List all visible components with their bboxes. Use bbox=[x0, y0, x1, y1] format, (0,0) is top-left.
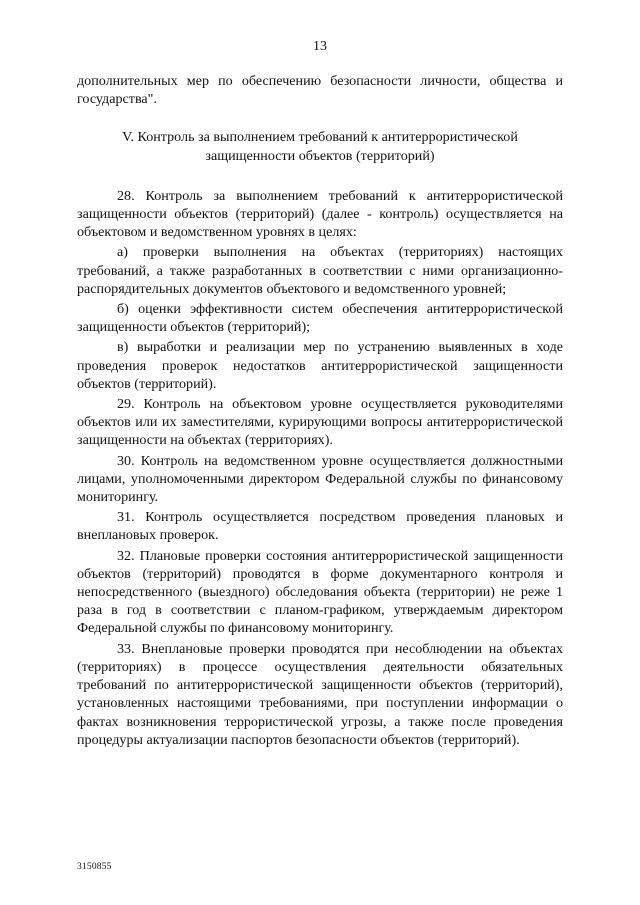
intro-paragraph: дополнительных мер по обеспечению безопасности личности, общества и государства". bbox=[77, 73, 563, 108]
section-heading-line-1: V. Контроль за выполнением требований к антитеррористической bbox=[122, 129, 518, 146]
document-body bbox=[77, 72, 563, 749]
paragraph-31: 31. Контроль осуществляется посредством проведения плановых и внеплановых проверок. bbox=[77, 509, 563, 544]
paragraph-28-b: б) оценки эффективности систем обеспечения антитеррористической защищенности объектов (территорий); bbox=[77, 301, 563, 336]
paragraph-29: 29. Контроль на объектовом уровне осуществляется руководителями объектов или их заместителями, курирующими вопросы антитеррористической защищенности на объектах (территориях). bbox=[77, 396, 563, 449]
section-heading-line-2: защищенности объектов (территорий) bbox=[205, 147, 435, 164]
page-number: 13 bbox=[313, 39, 327, 54]
paragraph-28-c: в) выработки и реализации мер по устранению выявленных в ходе проведения проверок недостатков антитеррористической защищенности объектов (территорий). bbox=[77, 339, 563, 392]
document-code: 3150855 bbox=[77, 862, 112, 872]
section-heading bbox=[77, 128, 563, 164]
paragraph-28: 28. Контроль за выполнением требований к антитеррористической защищенности объектов (территорий) (далее - контроль) осуществляется на объектовом и ведомственном уровнях в целях: bbox=[77, 187, 563, 241]
paragraph-28-a: а) проверки выполнения на объектах (территориях) настоящих требований, а также разработанных в соответствии с ними организационно-распорядительных документов объектового и ведомственного уровней; bbox=[77, 244, 563, 297]
paragraph-30: 30. Контроль на ведомственном уровне осуществляется должностными лицами, уполномоченными директором Федеральной службы по финансовому мониторингу. bbox=[77, 452, 563, 506]
paragraph-33: 33. Внеплановые проверки проводятся при несоблюдении на объектах (территориях) в процессе осуществления деятельности обязательных требований по антитеррористической защищенности объектов (территорий), установленных настоящими требованиями, при поступлении информации о фактах возникновения террористической угрозы, а также после проведения процедуры актуализации паспортов безопасности объектов (территорий). bbox=[77, 640, 563, 748]
paragraph-32: 32. Плановые проверки состояния антитеррористической защищенности объектов (территорий) проводятся в форме документарного контроля и непосредственного (выездного) обследования объекта (территории) не реже 1 раза в год в соответствии с планом-графиком, утверждаемым директором Федеральной службы по финансовому мониторингу. bbox=[77, 547, 563, 637]
